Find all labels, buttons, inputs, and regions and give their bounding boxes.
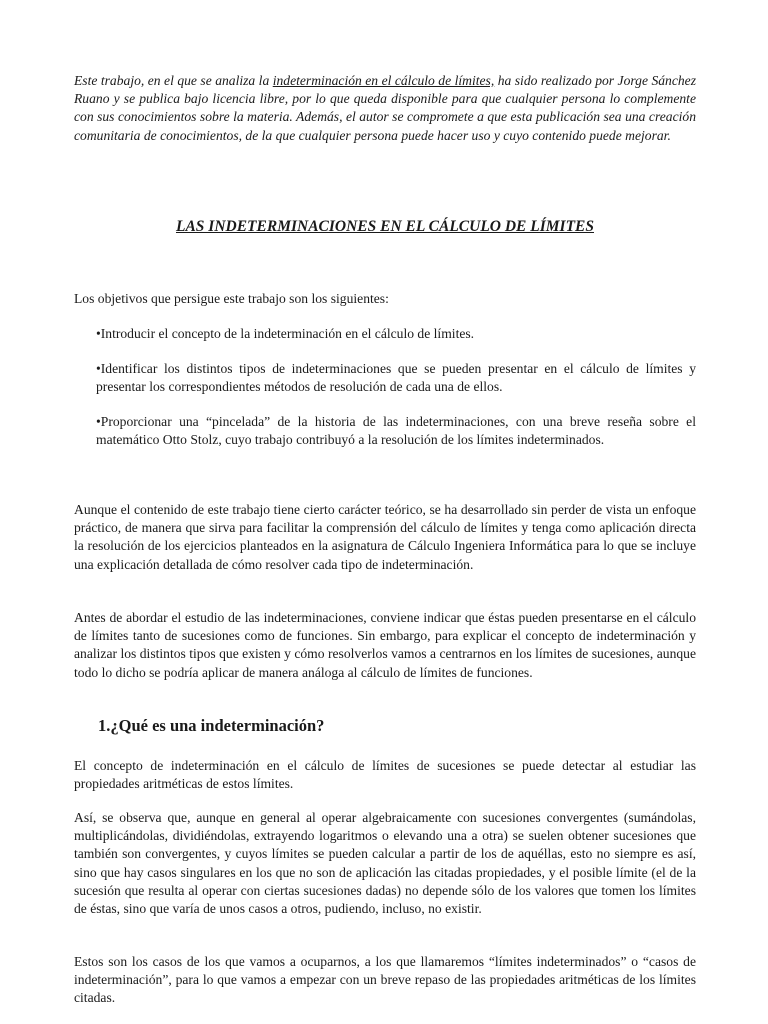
document-page: [74, 72, 696, 1006]
paragraph-concept: El concepto de indeterminación en el cálculo de límites de sucesiones se puede detectar al estudiar las propiedades aritméticas de estos límites.: [74, 758, 696, 792]
section-heading: 1.¿Qué es una indeterminación?: [98, 716, 325, 735]
document-title: LAS INDETERMINACIONES EN EL CÁLCULO DE LÍMITES: [175, 218, 594, 235]
intro-underlined-topic: indeterminación en el cálculo de límites,: [272, 73, 495, 88]
paragraph-indeterminate-cases: Estos son los casos de los que vamos a ocuparnos, a los que llamaremos “límites indeterminados” o “casos de indeterminación”, para lo que vamos a empezar con un breve repaso de las propiedades aritméticas de los límites citadas.: [74, 954, 696, 1006]
objective-item: •Identificar los distintos tipos de indeterminaciones que se pueden presentar en el cálculo de límites y presentar los correspondientes métodos de resolución de cada una de ellos.: [96, 361, 696, 395]
paragraph-practical-approach: Aunque el contenido de este trabajo tiene cierto carácter teórico, se ha desarrollado sin perder de vista un enfoque práctico, de manera que sirva para facilitar la comprensión del cálculo de límites y tenga como aplicación directa la resolución de los ejercicios planteados en la asignatura de Cálculo Ingeniera Informática para lo que se incluye una explicación detallada de cómo resolver cada tipo de indeterminación.: [74, 502, 696, 572]
objective-item: •Introducir el concepto de la indeterminación en el cálculo de límites.: [96, 326, 475, 341]
paragraph-sequences-functions: Antes de abordar el estudio de las indeterminaciones, conviene indicar que éstas pueden presentarse en el cálculo de límites tanto de sucesiones como de funciones. Sin embargo, para explicar el concepto de indeterminación y analizar los distintos tipos que existen y cómo resolverlos vamos a centrarnos en los límites de sucesiones, aunque todo lo dicho se podría aplicar de manera análoga al cálculo de límites de funciones.: [74, 610, 696, 680]
intro-paragraph: [74, 72, 696, 145]
objectives-lead: Los objetivos que persigue este trabajo son los siguientes:: [74, 291, 389, 306]
intro-text-start: Este trabajo, en el que se analiza la: [74, 73, 273, 88]
paragraph-singular-cases: Así, se observa que, aunque en general al operar algebraicamente con sucesiones convergentes (sumándolas, multiplicándolas, dividiéndolas, extrayendo logaritmos o elevando una a otra) se suelen obtener sucesiones que también son convergentes, y cuyos límites se pueden calcular a partir de los de aquéllas, esto no siempre es así, sino que hay casos singulares en los que no son de aplicación las citadas propiedades, y el posible límite (el de la sucesión que resulta al operar con ciertas sucesiones dadas) no depende sólo de los valores que tomen los límites de éstas, sino que varía de unos casos a otros, pudiendo, incluso, no existir.: [74, 810, 696, 917]
intro-text-end: ha sido realizado por Jorge Sánchez Ruano y se publica bajo licencia libre, por lo que queda disponible para que cualquier persona lo complemente con sus conocimientos sobre la materia. Además, el autor se compromete a que esta publicación sea una creación comunitaria de conocimientos, de la que cualquier persona puede hacer uso y cuyo contenido puede mejorar.: [74, 73, 696, 143]
objective-item: •Proporcionar una “pincelada” de la historia de las indeterminaciones, con una breve reseña sobre el matemático Otto Stolz, cuyo trabajo contribuyó a la resolución de los límites indeterminados.: [96, 414, 696, 448]
